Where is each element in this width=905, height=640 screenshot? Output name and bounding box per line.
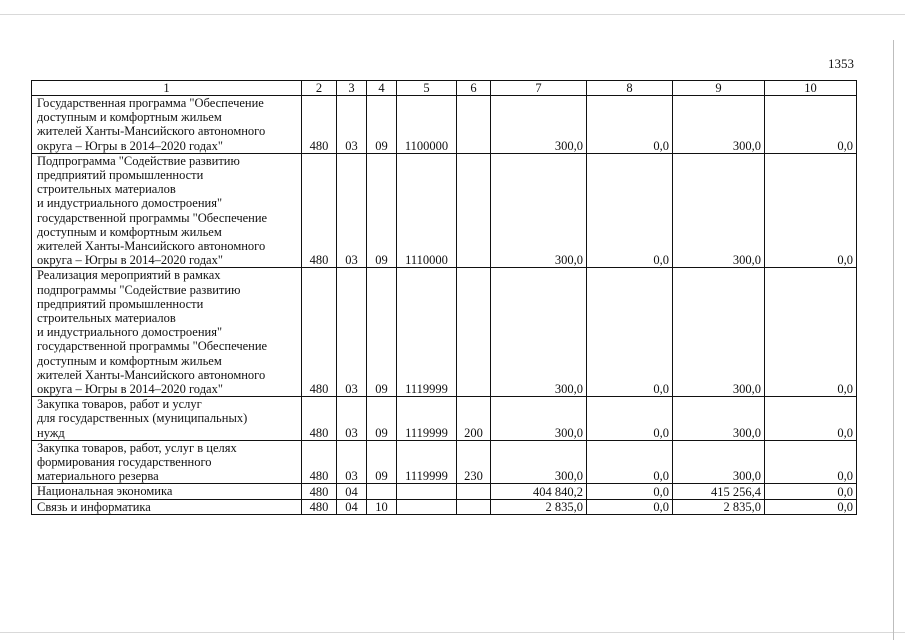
header-cell: 3 (337, 81, 367, 96)
cell-col-10: 0,0 (765, 440, 857, 484)
header-cell: 5 (397, 81, 457, 96)
cell-col-9: 300,0 (673, 440, 765, 484)
row-name-line: государственной программы "Обеспечение (37, 210, 268, 225)
cell-col-3: 03 (337, 268, 367, 397)
row-name-line: Национальная экономика (37, 484, 173, 499)
cell-col-10: 0,0 (765, 397, 857, 441)
table-row (32, 440, 857, 484)
cell-col-8: 0,0 (587, 96, 673, 154)
cell-col-6: 230 (457, 440, 491, 484)
row-name-line: государственной программы "Обеспечение (37, 339, 268, 354)
cell-col-5 (397, 499, 457, 514)
cell-col-3: 04 (337, 484, 367, 499)
cell-col-4: 09 (367, 397, 397, 441)
cell-col-7: 300,0 (491, 397, 587, 441)
cell-col-6 (457, 268, 491, 397)
row-name-line: предприятий промышленности (37, 168, 204, 183)
row-name-line: строительных материалов (37, 182, 176, 197)
row-name-line: Государственная программа "Обеспечение (37, 96, 264, 110)
cell-col-2: 480 (302, 499, 337, 514)
table-row (32, 268, 857, 397)
row-name-line: Реализация мероприятий в рамках (37, 268, 221, 283)
cell-col-5: 1100000 (397, 96, 457, 154)
cell-col-4 (367, 484, 397, 499)
cell-col-7: 404 840,2 (491, 484, 587, 499)
row-name-cell (32, 268, 302, 397)
header-cell: 1 (32, 81, 302, 96)
row-name-line: Закупка товаров, работ, услуг в целях (37, 440, 237, 455)
table-body (32, 81, 857, 515)
row-name-line: Подпрограмма "Содействие развитию (37, 153, 240, 168)
cell-col-10: 0,0 (765, 96, 857, 154)
row-name-line: материального резерва (37, 469, 159, 484)
cell-col-7: 300,0 (491, 153, 587, 268)
cell-col-2: 480 (302, 440, 337, 484)
row-name-cell (32, 484, 302, 499)
table-row (32, 499, 857, 514)
cell-col-9: 300,0 (673, 397, 765, 441)
header-cell: 6 (457, 81, 491, 96)
scan-edge-mark (893, 40, 894, 640)
cell-col-2: 480 (302, 397, 337, 441)
cell-col-4: 09 (367, 268, 397, 397)
header-cell: 8 (587, 81, 673, 96)
cell-col-8: 0,0 (587, 397, 673, 441)
cell-col-2: 480 (302, 96, 337, 154)
table-row (32, 96, 857, 154)
cell-col-9: 415 256,4 (673, 484, 765, 499)
cell-col-6: 200 (457, 397, 491, 441)
row-name-line: жителей Ханты-Мансийского автономного (37, 239, 266, 254)
row-name-cell (32, 440, 302, 484)
cell-col-10: 0,0 (765, 499, 857, 514)
row-name-line: Закупка товаров, работ и услуг (37, 397, 202, 412)
cell-col-3: 03 (337, 397, 367, 441)
cell-col-10: 0,0 (765, 268, 857, 397)
cell-col-7: 2 835,0 (491, 499, 587, 514)
cell-col-7: 300,0 (491, 268, 587, 397)
row-name-cell (32, 153, 302, 268)
table-row (32, 397, 857, 441)
cell-col-8: 0,0 (587, 153, 673, 268)
row-name-line: для государственных (муниципальных) (37, 411, 248, 426)
table-row (32, 153, 857, 268)
cell-col-10: 0,0 (765, 153, 857, 268)
cell-col-4: 09 (367, 440, 397, 484)
cell-col-2: 480 (302, 153, 337, 268)
cell-col-3: 03 (337, 153, 367, 268)
row-name-line: округа – Югры в 2014–2020 годах" (37, 382, 223, 397)
table-row (32, 484, 857, 499)
cell-col-5: 1119999 (397, 268, 457, 397)
row-name-line: и индустриального домостроения" (37, 325, 223, 340)
row-name-line: формирования государственного (37, 455, 212, 470)
row-name-line: округа – Югры в 2014–2020 годах" (37, 253, 223, 268)
row-name-cell (32, 397, 302, 441)
row-name-line: жителей Ханты-Мансийского автономного (37, 367, 266, 382)
budget-table (31, 80, 857, 515)
cell-col-6 (457, 484, 491, 499)
row-name-line: и индустриального домостроения" (37, 196, 223, 211)
cell-col-8: 0,0 (587, 484, 673, 499)
cell-col-4: 10 (367, 499, 397, 514)
cell-col-9: 300,0 (673, 96, 765, 154)
row-name-line: жителей Ханты-Мансийского автономного (37, 124, 266, 139)
cell-col-8: 0,0 (587, 499, 673, 514)
scan-top-line (0, 14, 905, 15)
row-name-cell (32, 499, 302, 514)
header-row (32, 81, 857, 96)
row-name-line: нужд (37, 425, 65, 440)
row-name-line: Связь и информатика (37, 499, 151, 514)
header-cell: 10 (765, 81, 857, 96)
cell-col-9: 300,0 (673, 153, 765, 268)
row-name-line: доступным и комфортным жильем (37, 353, 222, 368)
cell-col-6 (457, 153, 491, 268)
cell-col-3: 03 (337, 440, 367, 484)
row-name-line: подпрограммы "Содействие развитию (37, 282, 241, 297)
cell-col-5 (397, 484, 457, 499)
cell-col-2: 480 (302, 484, 337, 499)
row-name-line: строительных материалов (37, 311, 176, 326)
row-name-line: доступным и комфортным жильем (37, 224, 222, 239)
cell-col-9: 300,0 (673, 268, 765, 397)
cell-col-5: 1119999 (397, 440, 457, 484)
cell-col-8: 0,0 (587, 268, 673, 397)
header-cell: 9 (673, 81, 765, 96)
cell-col-8: 0,0 (587, 440, 673, 484)
scan-bottom-line (0, 632, 905, 633)
header-cell: 2 (302, 81, 337, 96)
cell-col-5: 1119999 (397, 397, 457, 441)
row-name-cell (32, 96, 302, 154)
cell-col-3: 03 (337, 96, 367, 154)
cell-col-3: 04 (337, 499, 367, 514)
cell-col-7: 300,0 (491, 440, 587, 484)
cell-col-5: 1110000 (397, 153, 457, 268)
page-number: 1353 (828, 56, 854, 71)
row-name-line: округа – Югры в 2014–2020 годах" (37, 138, 223, 153)
row-name-line: предприятий промышленности (37, 296, 204, 311)
cell-col-4: 09 (367, 96, 397, 154)
cell-col-6 (457, 499, 491, 514)
cell-col-6 (457, 96, 491, 154)
header-cell: 4 (367, 81, 397, 96)
cell-col-2: 480 (302, 268, 337, 397)
cell-col-7: 300,0 (491, 96, 587, 154)
cell-col-4: 09 (367, 153, 397, 268)
row-name-line: доступным и комфортным жильем (37, 110, 222, 125)
cell-col-9: 2 835,0 (673, 499, 765, 514)
header-cell: 7 (491, 81, 587, 96)
cell-col-10: 0,0 (765, 484, 857, 499)
